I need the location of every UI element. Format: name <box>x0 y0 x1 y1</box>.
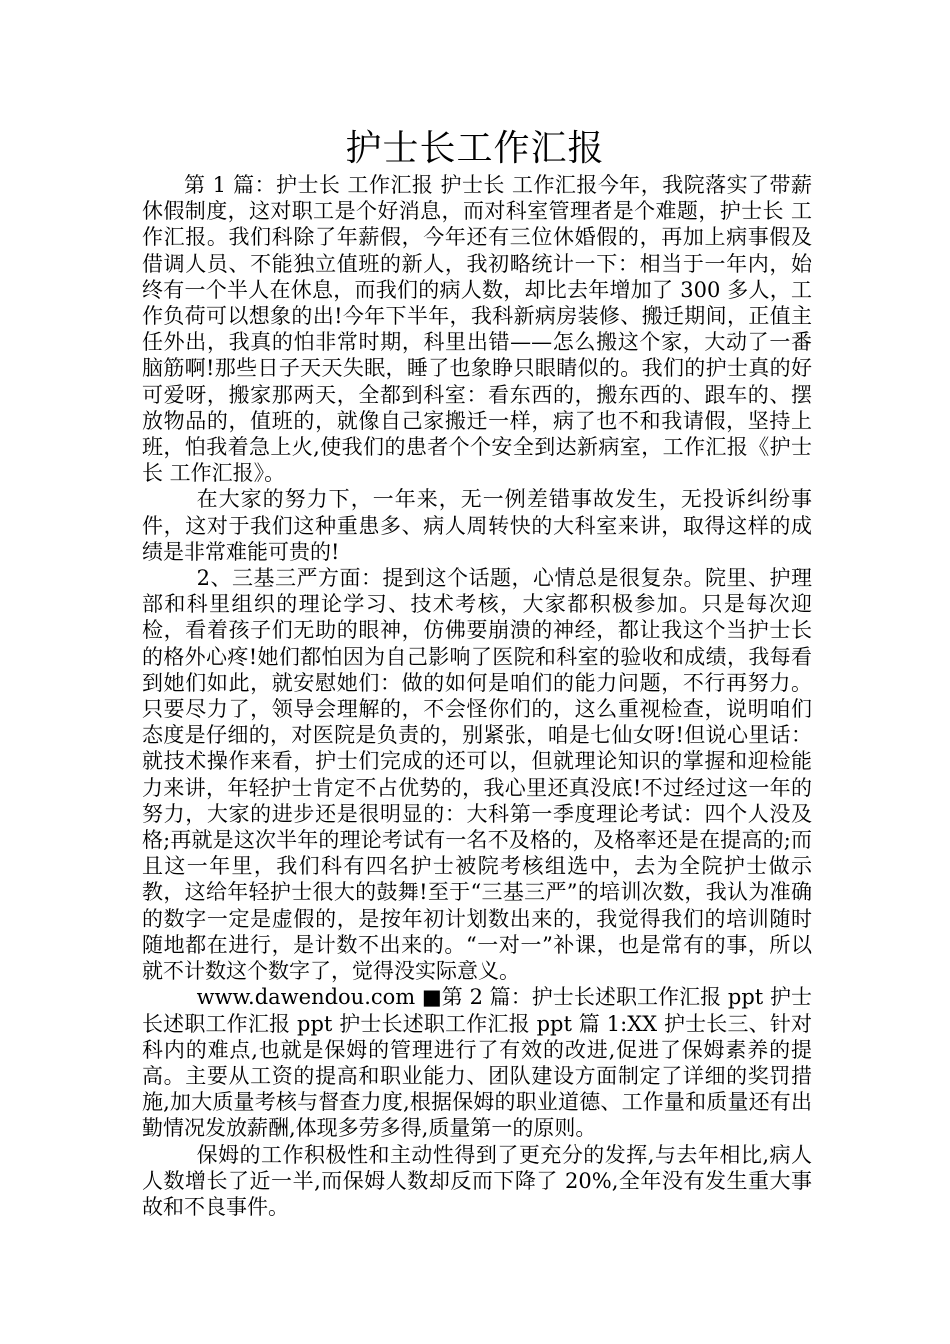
document-body <box>142 172 812 1220</box>
paragraph-4: www.dawendou.com ■第 2 篇：护士长述职工作汇报 ppt 护士长述职工作汇报 ppt 护士长述职工作汇报 ppt 篇 1:XX 护士长三、针对科内的难点,也就是保姆的管理进行了有效的改进,促进了保姆素养的提高。主要从工资的提高和职业能力、团队建设方面制定了详细的奖罚措施,加大质量考核与督查力度,根据保姆的职业道德、工作量和质量还有出勤情况发放薪酬,体现多劳多得,质量第一的原则。 <box>142 985 812 1141</box>
document-title: 护士长工作汇报 <box>345 128 605 169</box>
paragraph-5: 保姆的工作积极性和主动性得到了更充分的发挥,与去年相比,病人人数增长了近一半,而保姆人数却反而下降了 20%,全年没有发生重大事故和不良事件。 <box>142 1142 812 1219</box>
paragraph-2: 在大家的努力下，一年来，无一例差错事故发生，无投诉纠纷事件，这对于我们这种重患多、病人周转快的大科室来讲，取得这样的成绩是非常难能可贵的! <box>142 487 812 564</box>
paragraph-3: 2、三基三严方面：提到这个话题，心情总是很复杂。院里、护理部和科里组织的理论学习、技术考核，大家都积极参加。只是每次迎检，看着孩子们无助的眼神，仿佛要崩溃的神经，都让我这个当护士长的格外心疼!她们都怕因为自己影响了医院和科室的验收和成绩，我每看到她们如此，就安慰她们：做的如何是咱们的能力问题，不行再努力。只要尽力了，领导会理解的，不会怪你们的，这么重视检查，说明咱们态度是仔细的，对医院是负责的，别紧张，咱是七仙女呀!但说心里话：就技术操作来看，护士们完成的还可以，但就理论知识的掌握和迎检能力来讲，年轻护士肯定不占优势的，我心里还真没底!不过经过这一年的努力，大家的进步还是很明显的：大科第一季度理论考试：四个人没及格;再就是这次半年的理论考试有一名不及格的，及格率还是在提高的;而且这一年里，我们科有四名护士被院考核组选中，去为全院护士做示教，这给年轻护士很大的鼓舞!至于“三基三严”的培训次数，我认为准确的数字一定是虚假的，是按年初计划数出来的，我觉得我们的培训随时随地都在进行，是计数不出来的。“一对一”补课，也是常有的事，所以就不计数这个数字了，觉得没实际意义。 <box>142 566 812 984</box>
paragraph-1: 第 1 篇：护士长 工作汇报 护士长 工作汇报今年，我院落实了带薪休假制度，这对职工是个好消息，而对科室管理者是个难题，护士长 工作汇报。我们科除了年薪假，今年还有三位休婚假的，再加上病事假及借调人员、不能独立值班的新人，我初略统计一下：相当于一年内，始终有一个半人在休息，而我们的病人数，却比去年增加了 300 多人，工作负荷可以想象的出!今年下半年，我科新病房装修、搬迁期间，正值主任外出，我真的怕非常时期，科里出错——怎么搬这个家，大动了一番脑筋啊!那些日子天天失眠，睡了也象睁只眼睛似的。我们的护士真的好可爱呀，搬家那两天，全都到科室：看东西的，搬东西的、跟车的、摆放物品的，值班的，就像自己家搬迁一样，病了也不和我请假，坚持上班，怕我着急上火,使我们的患者个个安全到达新病室，工作汇报《护士长 工作汇报》。 <box>142 173 812 486</box>
